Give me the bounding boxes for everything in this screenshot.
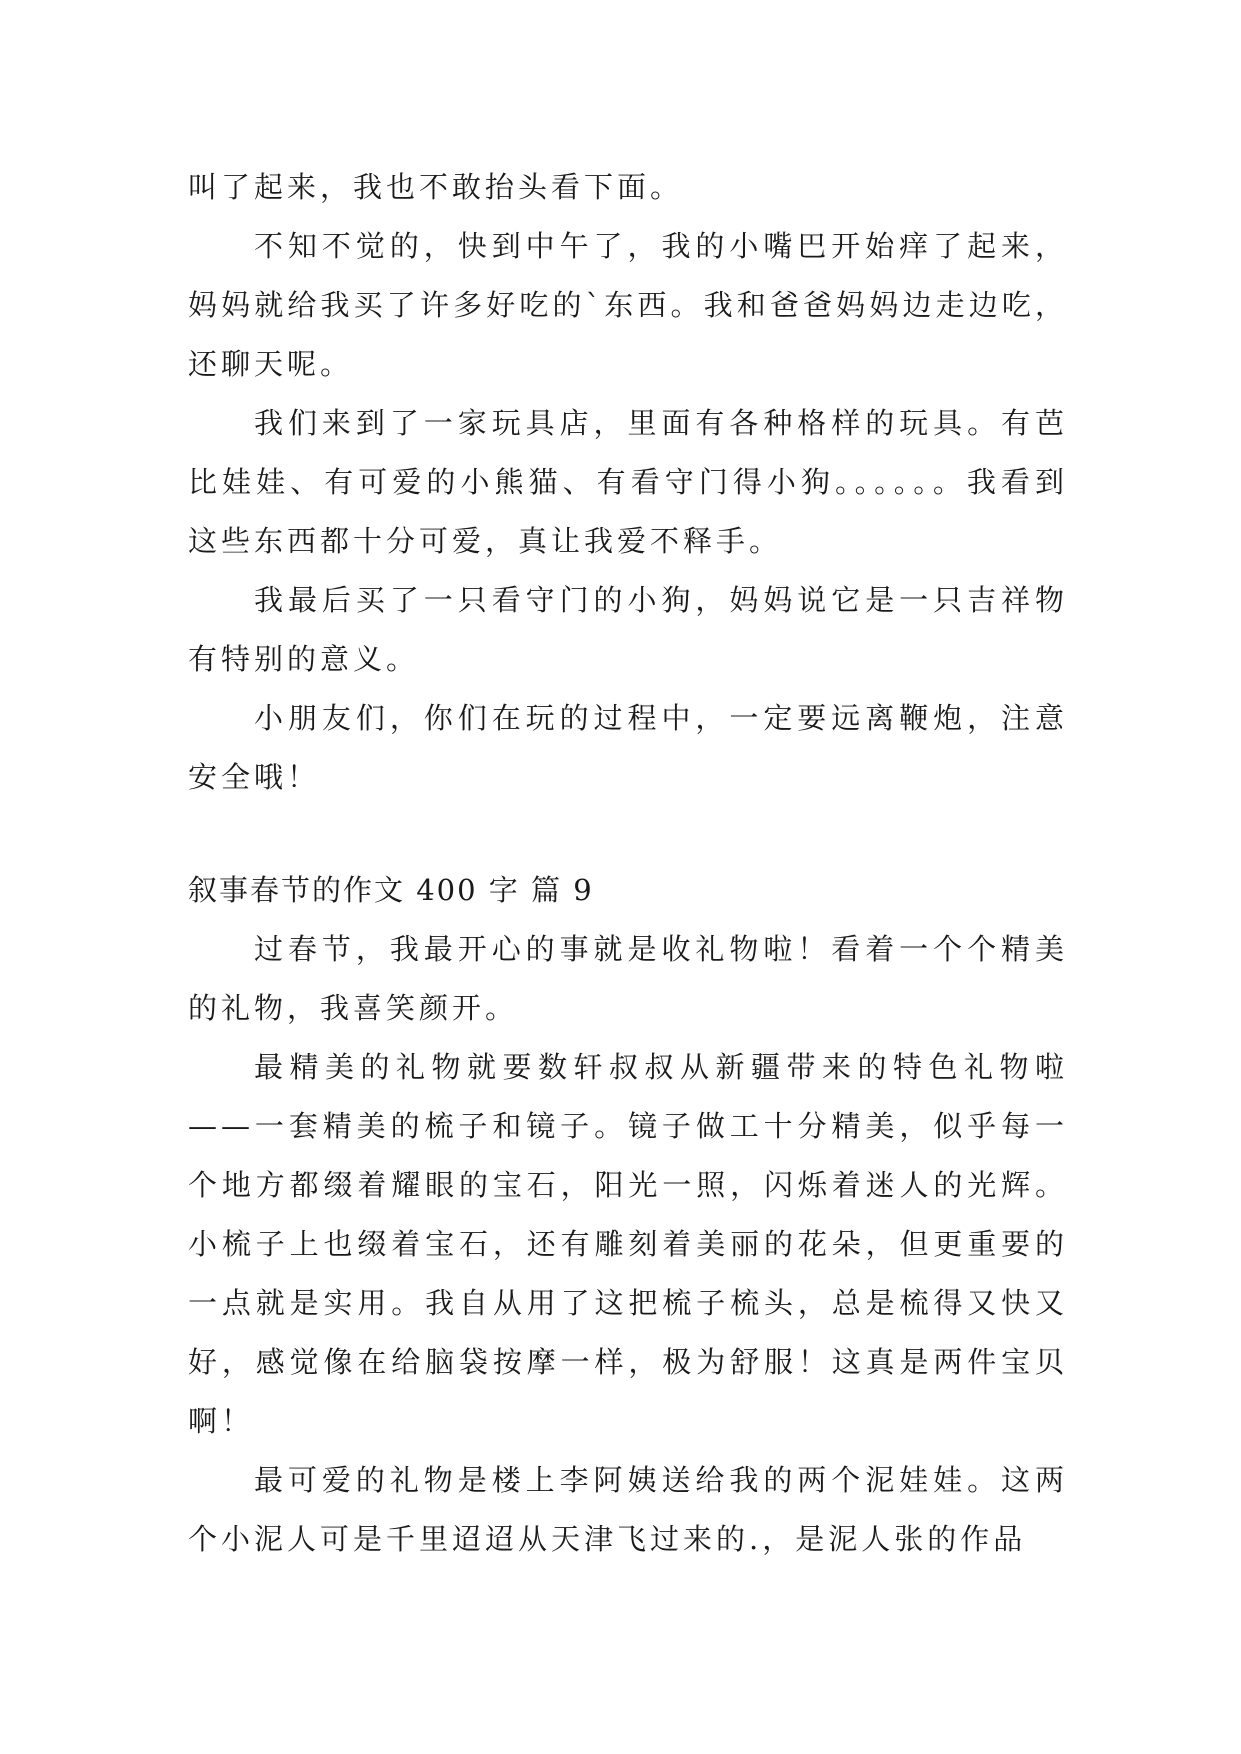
document-body <box>188 158 1068 1569</box>
paragraph: 我最后买了一只看守门的小狗，妈妈说它是一只吉祥物有特别的意义。 <box>188 583 1068 676</box>
paragraph: 我们来到了一家玩具店，里面有各种格样的玩具。有芭比娃娃、有可爱的小熊猫、有看守门得小狗。。。。。。我看到这些东西都十分可爱，真让我爱不释手。 <box>188 406 1068 558</box>
section-heading: 叙事春节的作文 400 字 篇 9 <box>188 873 594 907</box>
paragraph: 小朋友们，你们在玩的过程中，一定要远离鞭炮，注意安全哦！ <box>188 701 1068 794</box>
paragraph: 不知不觉的，快到中午了，我的小嘴巴开始痒了起来，妈妈就给我买了许多好吃的`东西。我和爸爸妈妈边走边吃，还聊天呢。 <box>188 229 1068 381</box>
paragraph: 最精美的礼物就要数轩叔叔从新疆带来的特色礼物啦——一套精美的梳子和镜子。镜子做工十分精美，似乎每一个地方都缀着耀眼的宝石，阳光一照，闪烁着迷人的光辉。小梳子上也缀着宝石，还有雕刻着美丽的花朵，但更重要的一点就是实用。我自从用了这把梳子梳头，总是梳得又快又好，感觉像在给脑袋按摩一样，极为舒服！这真是两件宝贝啊！ <box>188 1050 1068 1438</box>
paragraph: 最可爱的礼物是楼上李阿姨送给我的两个泥娃娃。这两个小泥人可是千里迢迢从天津飞过来的.，是泥人张的作品 <box>188 1463 1068 1556</box>
paragraph: 过春节，我最开心的事就是收礼物啦！看着一个个精美的礼物，我喜笑颜开。 <box>188 932 1068 1025</box>
paragraph-continued: 叫了起来，我也不敢抬头看下面。 <box>188 170 684 204</box>
